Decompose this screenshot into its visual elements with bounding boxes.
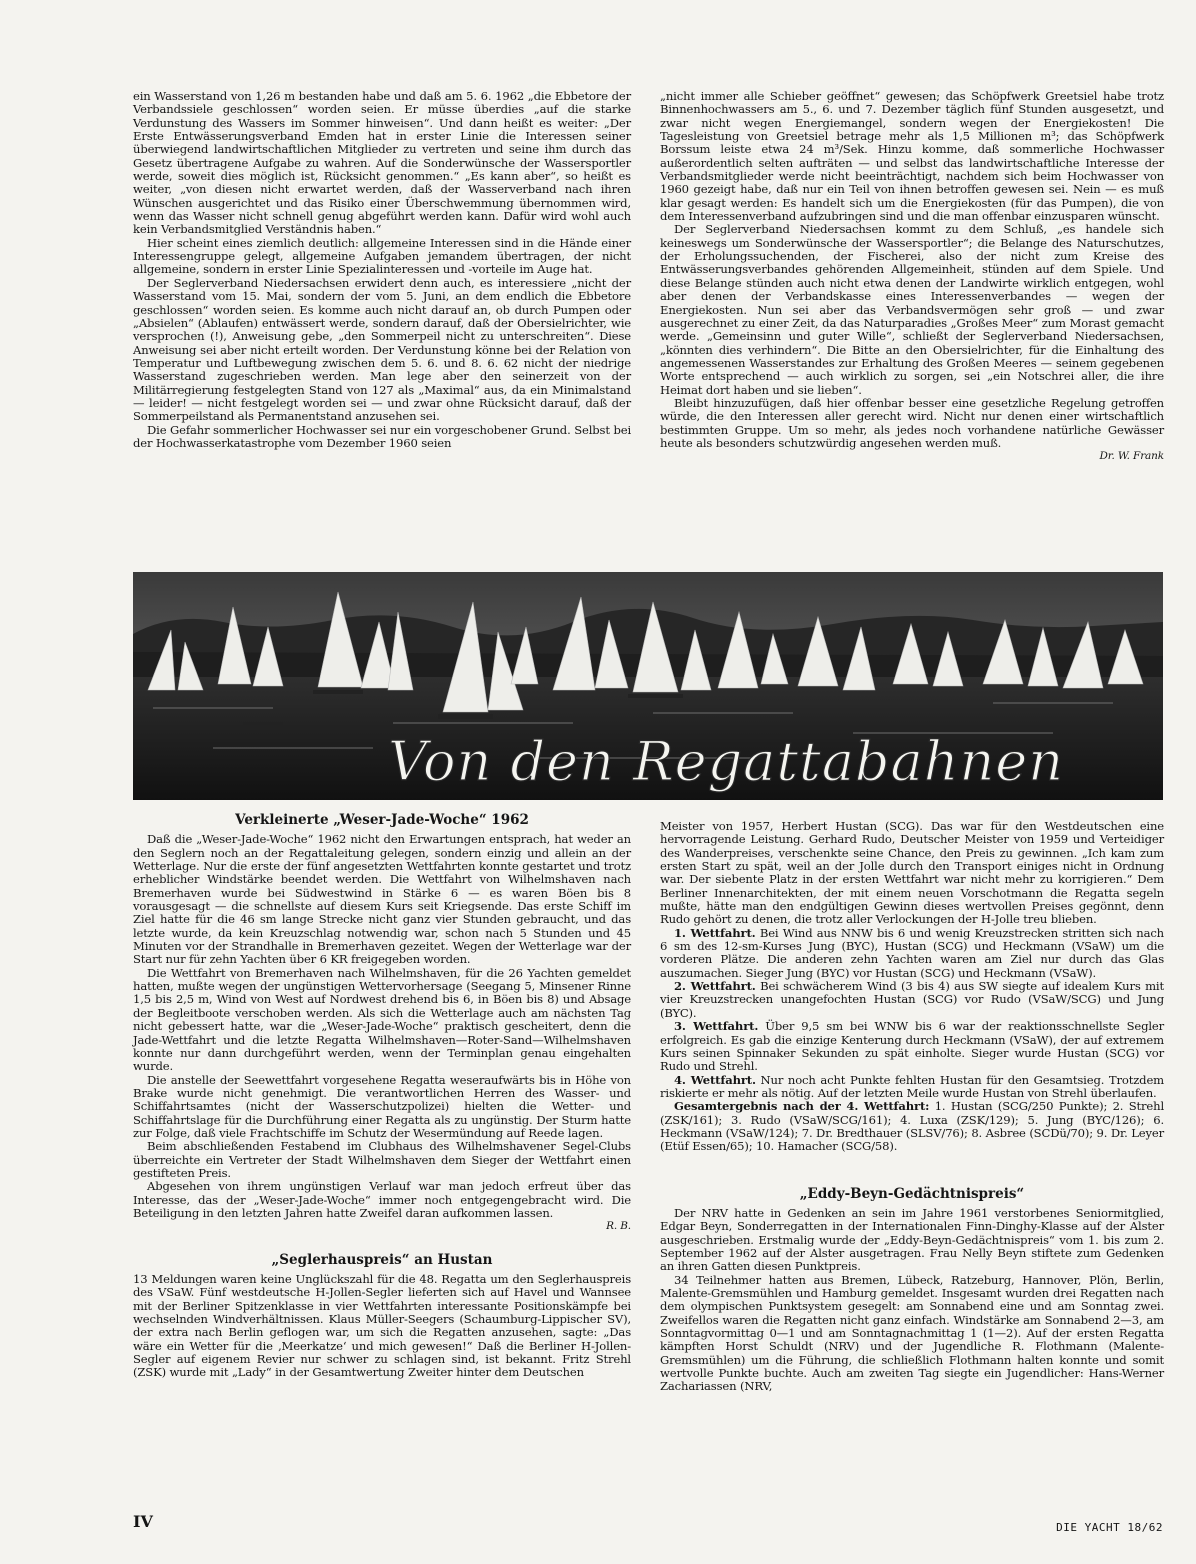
result-paragraph: Gesamtergebnis nach der 4. Wettfahrt: 1. Hustan (SCG/250 Punkte); 2. Strehl (ZSK/161); 3. Rudo (VSaW/SCG/161); 4. Luxa (ZSK/129); 5. Jung (BYC/126); 6. Heckmann (VSaW/124); 7. Dr. Bredthauer (SLSV/76); 8. Asbree (SCDü/70); 9. Dr. Leyer (Etüf Essen/65); 10. Hamacher (SCG/58). <box>660 1099 1164 1154</box>
race-paragraph: 2. Wettfahrt. Bei schwächerem Wind (3 bis 4) aus SW siegte auf idealem Kurs mit vier Kreuzstrecken unangefochten Hustan (SCG) vor Rudo (VSaW/SCG) und Jung (BYC). <box>660 979 1164 1020</box>
paragraph: Der Seglerverband Niedersachsen erwidert denn auch, es interessiere „nicht der Wasserstand vom 15. Mai, sondern der vom 5. Juni, an dem endlich die Ebbetore geschlossen“ worden seien. Es komme auch nicht darauf an, ob durch Pumpen oder „Absielen“ (Ablaufen) entwässert werde, sondern darauf, daß der Obersielrichter, wie versprochen (!), Anweisung gebe, „den Sommerpeil nicht zu unterschreiten“. Diese Anweisung sei aber nicht erteilt worden. Der Verdunstung könne bei der Relation von Temperatur und Luftbewegung zwischen dem 5. 6. und 8. 6. 62 nicht der niedrige Wasserstand zugeschrieben werden. Man lege aber den seinerzeit von der Militärregierung festgelegten Stand von 127 als „Maximal“ aus, da ein Minimalstand — leider! — nicht festgelegt worden sei — und zwar ohne Rücksicht darauf, daß der Sommerpeilstand als Permanentstand anzusehen sei. <box>133 275 631 424</box>
article-title: „Eddy-Beyn-Gedächtnispreis“ <box>799 1185 1025 1202</box>
paragraph: Meister von 1957, Herbert Hustan (SCG). Das war für den Westdeutschen eine hervorragende Leistung. Gerhard Rudo, Deutscher Meister von 1959 und Verteidiger des Wanderpreises, verschenkte seine Chance, den Preis zu gewinnen. „Ich kam zum ersten Start zu spät, weil an der Jolle durch den Transport einiges nicht in Ordnung war. Der siebente Platz in der ersten Wettfahrt war nicht mehr zu korrigieren.“ Dem Berliner Innenarchitekten, der mit einem neuen Vorschotmann die Regatta segeln mußte, hätte man den endgültigen Gewinn dieses wertvollen Preises gegönnt, denn Rudo gehört zu denen, die trotz aller Verlockungen der H-Jolle treu blieben. <box>660 819 1164 927</box>
paragraph: Hier scheint eines ziemlich deutlich: allgemeine Interessen sind in die Hände einer Interessengruppe gelegt, allgemeine Aufgaben jemandem übertragen, der nicht allgemeine, sondern in erster Linie Spezialinteressen und -vorteile im Auge hat. <box>133 235 631 277</box>
race-paragraph: 4. Wettfahrt. Nur noch acht Punkte fehlten Hustan für den Gesamtsieg. Trotzdem riskierte er mehr als nötig. Auf der letzten Meile wurde Hustan von Strehl überlaufen. <box>660 1072 1165 1100</box>
paragraph: Die anstelle der Seewettfahrt vorgesehene Regatta weseraufwärts bis in Höhe von Brake wurde nicht genehmigt. Die verantwortlichen Herren des Wasser- und Schiffahrtsamtes (nicht der Wasserschutzpolizei) hielten die Wetter- und Schiffahrtslage für die Durchführung einer Regatta als zu ungünstig. Der Sturm hatte zur Folge, daß viele Frachtschiffe im Schutz der Wesermündung auf Reede lagen. <box>133 1072 631 1140</box>
race-paragraph: 1. Wettfahrt. Bei Wind aus NNW bis 6 und wenig Kreuzstrecken stritten sich nach 6 sm des 12-sm-Kurses Jung (BYC), Hustan (SCG) und Heckmann (VSaW) um die vorderen Plätze. Die anderen zehn Yachten waren am Ziel nur durch das Glas auszumachen. Sieger Jung (BYC) vor Hustan (SCG) und Heckmann (VSaW). <box>660 925 1164 980</box>
author-signature: Dr. W. Frank <box>1099 450 1164 463</box>
paragraph: Der NRV hatte in Gedenken an sein im Jahre 1961 verstorbenes Seniormitglied, Edgar Beyn, Sonderregatten in der Internationalen Finn-Dinghy-Klasse auf der Alster ausgeschrieben. Erstmalig wurde der „Eddy-Beyn-Gedächtnispreis“ vom 1. bis zum 2. September 1962 auf der Alster ausgetragen. Frau Nelly Beyn stiftete zum Gedenken an ihren Gatten diesen Punktpreis. <box>660 1205 1164 1274</box>
race-label: 3. Wettfahrt. <box>674 1019 759 1034</box>
article-water-level-right <box>660 90 1164 464</box>
paragraph: „nicht immer alle Schieber geöffnet“ gewesen; das Schöpfwerk Greetsiel habe trotz Binnenhochwassers am 5., 6. und 7. Dezember täglich fünf Stunden ausgesetzt, und zwar nicht wegen Energiemangel, sondern wegen der Energiekosten! Die Tagesleistung von Greetsiel betrage mehr als 1,5 Millionen m³; das Schöpfwerk Borssum leiste etwa 24 m³/Sek. Hinzu komme, daß sommerliche Hochwasser außerordentlich selten aufträten — und selbst das landwirtschaftliche Interesse der Verbandsmitglieder werde nicht beeinträchtigt, nachdem sich beim Hochwasser von 1960 gezeigt habe, daß nur ein Teil von ihnen betroffen gewesen sei. Nein — es muß klar gesagt werden: Es handelt sich um die Energiekosten (für das Pumpen), die von dem Interessenverband aufzubringen sind und die man offenbar einzusparen wünscht. <box>660 89 1164 224</box>
photo-caption: Von den Regattabahnen <box>388 730 1064 793</box>
paragraph: Die Gefahr sommerlicher Hochwasser sei nur ein vorgeschobener Grund. Selbst bei der Hochwasserkatastrophe vom Dezember 1960 seien <box>133 422 631 450</box>
magazine-issue: DIE YACHT 18/62 <box>1056 1521 1163 1534</box>
article-hustan-continued <box>660 820 1164 1394</box>
regatta-photo <box>133 572 1163 800</box>
paragraph: 34 Teilnehmer hatten aus Bremen, Lübeck, Ratzeburg, Hannover, Plön, Berlin, Malente-Gremsmühlen und Hamburg gemeldet. Insgesamt wurden drei Regatten nach dem olympischen Punktsystem gesegelt: am Sonnabend eine und am Sonntag zwei. Zweifellos waren die Regatten nicht ganz einfach. Windstärke am Sonnabend 2—3, am Sonntagvormittag 0—1 und am Sonntagnachmittag 1 (1—2). Auf der ersten Regatta kämpften Horst Schuldt (NRV) und der Jugendliche R. Flothmann (Malente-Gremsmühlen) um die Führung, die schließlich Flothmann halten konnte und somit wertvolle Punkte buchte. Auch am zweiten Tag siegte ein Jugendlicher: Hans-Werner Zachariassen (NRV, <box>660 1272 1164 1394</box>
paragraph: Der Seglerverband Niedersachsen kommt zu dem Schluß, „es handele sich keineswegs um Sonderwünsche der Wassersportler“; die Belange des Naturschutzes, der Erholungssuchenden, der Fischerei, also der nicht zum Kreise des Entwässerungsverbandes gehörenden Allgemeinheit, stünden auf dem Spiele. Und diese Belange stünden auch nicht etwa denen der Landwirte wirklich entgegen, wohl aber denen der Verbandskasse eines Interessenverbandes — wegen der Energiekosten. Nun sei aber das Verbandsvermögen sehr groß — und zwar ausgerechnet zu einer Zeit, da das Naturparadies „Großes Meer“ zum Morast gemacht werde. „Gemeinsinn und guter Wille“, schließt der Seglerverband Niedersachsen, „könnten dies verhindern“. Die Bitte an den Obersielrichter, für die Einhaltung des angemessenen Wasserstandes zur Erhaltung des Großen Meeres — seinem gegebenen Worte entsprechend — auch wirklich zu sorgen, sei „ein Notschrei aller, die ihre Heimat dort haben und sie lieben“. <box>660 222 1164 397</box>
article-weser-jade <box>133 812 631 1380</box>
paragraph: 13 Meldungen waren keine Unglückszahl für die 48. Regatta um den Seglerhauspreis des VSaW. Fünf westdeutsche H-Jollen-Segler lieferten sich auf Havel und Wannsee mit der Berliner Spitzenklasse in vier Wettfahrten interessante Positionskämpfe bei wechselnden Windverhältnissen. Klaus Müller-Seegers (Schaumburg-Lippischer SV), der extra nach Berlin geflogen war, um sich die Regatten anzusehen, sagte: „Das wäre ein Wetter für die ‚Meerkatze‘ und mich gewesen!“ Daß die Berliner H-Jollen-Segler auf eigenem Revier nur schwer zu schlagen sind, ist bekannt. Fritz Strehl (ZSK) wurde mit „Lady“ in der Gesamtwertung Zweiter hinter dem Deutschen <box>133 1272 631 1380</box>
page-number: IV <box>133 1512 153 1531</box>
result-label: Gesamtergebnis nach der 4. Wettfahrt: <box>674 1099 930 1114</box>
race-paragraph: 3. Wettfahrt. Über 9,5 sm bei WNW bis 6 war der reaktionsschnellste Segler erfolgreich. Es gab die einzige Kenterung durch Heckmann (VSaW), der auf extremem Kurs seinen Spinnaker Sekunden zu spät einholte. Sieger wurde Hustan (SCG) vor Rudo und Strehl. <box>660 1019 1165 1074</box>
paragraph: Abgesehen von ihrem ungünstigen Verlauf war man jedoch erfreut über das Interesse, das der „Weser-Jade-Woche“ immer noch entgegengebracht wird. Die Beteiligung in den letzten Jahren hatte Zweifel daran aufkommen lassen. <box>133 1179 631 1220</box>
race-label: 2. Wettfahrt. <box>674 979 756 994</box>
paragraph: Bleibt hinzuzufügen, daß hier offenbar besser eine gesetzliche Regelung getroffen würde, die den Interessen aller gerecht wird. Nicht nur denen einer wirtschaftlich bestimmten Gruppe. Um so mehr, als jedes noch vorhandene natürliche Gewässer heute als besonders schutzwürdig angesehen werden muß. <box>660 395 1164 450</box>
race-label: 1. Wettfahrt. <box>674 925 756 940</box>
race-label: 4. Wettfahrt. <box>674 1072 756 1087</box>
paragraph: Beim abschließenden Festabend im Clubhaus des Wilhelmshavener Segel-Clubs überreichte ein Vertreter der Stadt Wilhelmshaven dem Sieger der Wettfahrt einen gestifteten Preis. <box>133 1139 631 1180</box>
article-title: Verkleinerte „Weser-Jade-Woche“ 1962 <box>235 812 529 828</box>
paragraph: Die Wettfahrt von Bremerhaven nach Wilhelmshaven, für die 26 Yachten gemeldet hatten, mußte wegen der ungünstigen Wettervorhersage (Seegang 5, Minsener Rinne 1,5 bis 2,5 m, Wind von West auf Nordwest drehend bis 6, in Böen bis 8) und Absage der Begleitboote verschoben werden. Als sich die Wetterlage auch am nächsten Tag nicht gebessert hatte, war die „Weser-Jade-Woche“ praktisch gescheitert, denn die Jade-Wettfahrt und die letzte Regatta Wilhelmshaven—Roter-Sand—Wilhelmshaven konnte nur dann durchgeführt werden, wenn der Terminplan genau eingehalten wurde. <box>133 965 631 1074</box>
author-signature: R. B. <box>606 1220 631 1233</box>
article-title: „Seglerhauspreis“ an Hustan <box>271 1251 493 1268</box>
article-water-level-left <box>133 90 631 450</box>
paragraph: Daß die „Weser-Jade-Woche“ 1962 nicht den Erwartungen entsprach, hat weder an den Seglern noch an der Regattaleitung gelegen, sondern einzig und allein an der Wetterlage. Nur die erste der fünf angesetzten Wettfahrten konnte gestartet und trotz erheblicher Windstärke beendet werden. Die Wettfahrt von Wilhelmshaven nach Bremerhaven wurde bei Südwestwind in Stärke 6 — es waren Böen bis 8 vorausgesagt — die schnellste auf diesem Kurs seit Kriegsende. Das erste Schiff im Ziel hatte für die 46 sm lange Strecke nicht ganz vier Stunden gebraucht, und das letzte wurde, da kein Kreuzschlag notwendig war, schon nach 5 Stunden und 45 Minuten vor der Strandhalle in Bremerhaven gezeitet. Wegen der Wetterlage war der Start nur für zehn Yachten über 6 KR freigegeben worden. <box>133 832 631 967</box>
paragraph: ein Wasserstand von 1,26 m bestanden habe und daß am 5. 6. 1962 „die Ebbetore der Verbandssiele geschlossen“ worden seien. Er müsse überdies „auf die starke Verdunstung des Wassers im Sommer hinweisen“. Und dann heißt es weiter: „Der Erste Entwässerungsverband Emden hat in erster Linie die Interessen seiner überwiegend landwirtschaftlichen Mitglieder zu vertreten und seine ihm durch das Gesetz übertragene Aufgabe zu wahren. Auf die Sonderwünsche der Wassersportler werde, soweit dies möglich ist, Rücksicht genommen.“ „Es kann aber“, so heißt es weiter, „von diesen nicht erwartet werden, daß der Wasserverband nach ihren Wünschen ausgerichtet und das Risiko einer Überschwemmung übernommen wird, wenn das Wasser nicht schnell genug abgeführt werden kann. Dafür wird wohl auch kein Verbandsmitglied Verständnis haben.“ <box>133 89 631 237</box>
